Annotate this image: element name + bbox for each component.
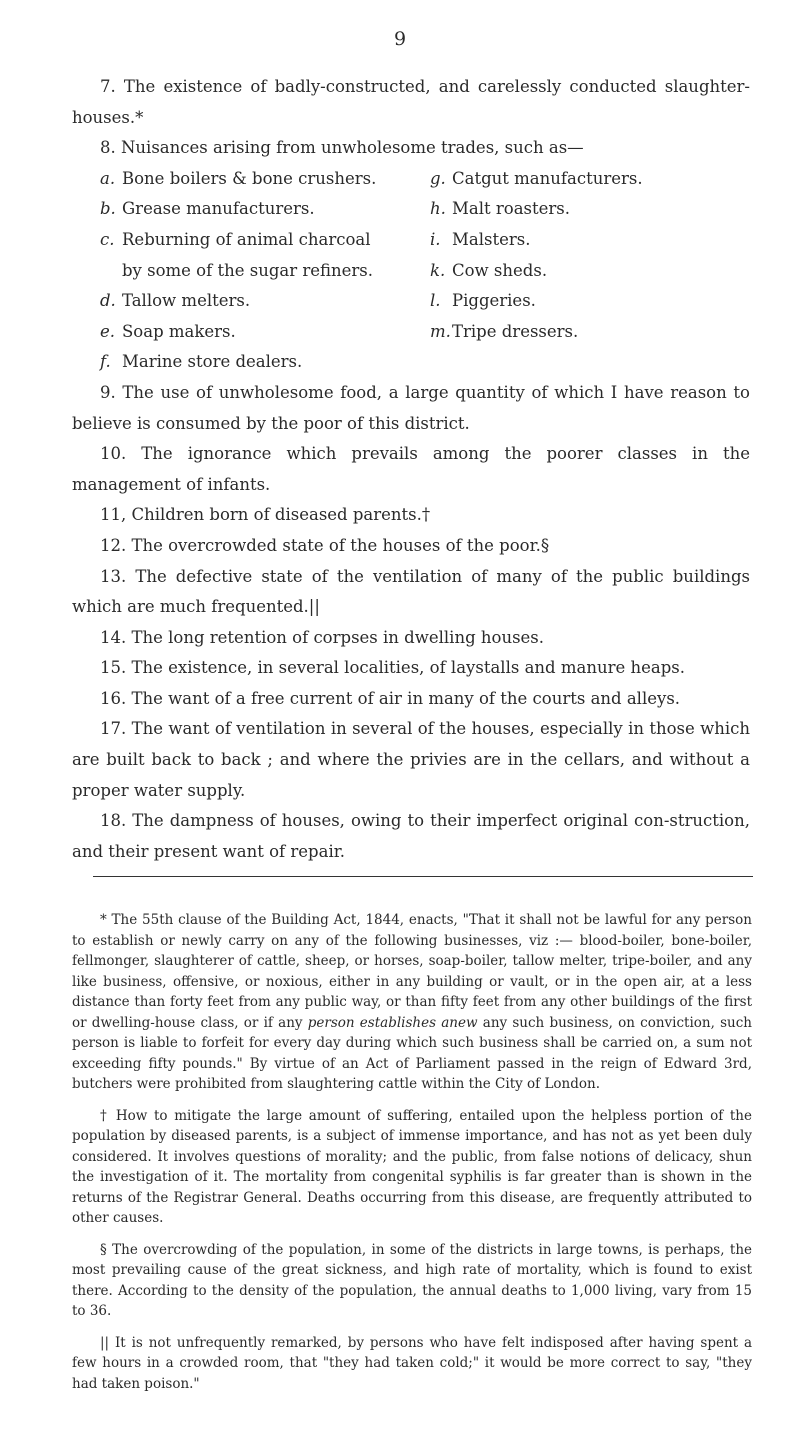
trade-item: h. Malt roasters. bbox=[430, 199, 571, 219]
item-12: 12. The overcrowded state of the houses of the poor.§ bbox=[100, 535, 550, 555]
item-17: 17. The want of ventilation in several of the houses, especially in those which are built back to back ; and where the privies are in the cellars, and without a proper water supply. bbox=[72, 719, 750, 800]
footnote-dagger: † How to mitigate the large amount of suffering, entailed upon the helpless portion of the population by diseased parents, is a subject of immense importance, and has not as yet been duly considered. It involves questions of morality; and the public, from false notions of delicacy, shun the investigation of it. The mortality from congenital syphilis is far greater than is shown in the returns of the Registrar General. Deaths occurring from this disease, are frequently attributed to other causes. bbox=[72, 1107, 752, 1226]
trade-item: k. Cow sheds. bbox=[430, 260, 548, 280]
footnote-section: § The overcrowding of the population, in some of the districts in large towns, is perhaps, the most prevailing cause of the great sickness, and high rate of mortality, which is found to exist there. According to the density of the population, the annual deaths to 1,000 living, vary from 15 to 36. bbox=[72, 1241, 752, 1319]
item-13: 13. The defective state of the ventilation of many of the public buildings which are much frequented.|| bbox=[72, 566, 750, 617]
item-14: 14. The long retention of corpses in dwelling houses. bbox=[100, 627, 545, 647]
trade-item: c. Reburning of animal charcoal bbox=[100, 229, 371, 249]
footnote-parallel: || It is not unfrequently remarked, by persons who have felt indisposed after having spent a few hours in a crowded room, that "they had taken cold;" it would be more correct to say, "they had taken poison." bbox=[72, 1334, 752, 1392]
trade-item: f. Marine store dealers. bbox=[100, 352, 303, 372]
trade-item: g. Catgut manufacturers. bbox=[430, 168, 643, 188]
footnote-divider bbox=[93, 876, 753, 877]
trade-item: by some of the sugar refiners. bbox=[122, 260, 374, 280]
item-7: 7. The existence of badly-constructed, and carelessly conducted slaughter-houses.* bbox=[72, 77, 750, 127]
trade-item-empty bbox=[430, 347, 778, 378]
trade-item: d. Tallow melters. bbox=[100, 291, 251, 311]
item-16: 16. The want of a free current of air in many of the courts and alleys. bbox=[100, 688, 681, 708]
trade-item: e. Soap makers. bbox=[100, 321, 236, 341]
item-18: 18. The dampness of houses, owing to their imperfect original con-struction, and their present want of repair. bbox=[72, 811, 750, 861]
item-11: 11, Children born of diseased parents.† bbox=[100, 505, 431, 525]
trade-item: i. Malsters. bbox=[430, 229, 531, 249]
trade-item: m.Tripe dressers. bbox=[430, 321, 579, 341]
item-9: 9. The use of unwholesome food, a large quantity of which I have reason to believe is consumed by the poor of this district. bbox=[72, 382, 750, 433]
page-number: 9 bbox=[393, 28, 407, 50]
item-8: 8. Nuisances arising from unwholesome trades, such as— bbox=[100, 138, 584, 158]
item-10: 10. The ignorance which prevails among the poorer classes in the management of infants. bbox=[72, 444, 750, 494]
footnote-star: * The 55th clause of the Building Act, 1844, enacts, "That it shall not be lawful for any person to establish or newly carry on any of the following businesses, viz :— blood-boiler, bone-boiler, fellmonger, slaughterer of cattle, sheep, or horses, soap-boiler, tallow melter, tripe-boiler, and any like business, offensive, or noxious, either in any building or vault, or in the open air, at a less distance than forty feet from any public way, or than fifty feet from any other buildings of the first or dwelling-house class, or if any person establishes anew any such business, on conviction, such person is liable to forfeit for every day during which such business shall be carried on, a sum not exceeding fifty pounds." By virtue of an Act of Parliament passed in the reign of Edward 3rd, butchers were prohibited from slaughtering cattle within the City of London. bbox=[72, 912, 752, 1092]
trades-list bbox=[72, 164, 750, 378]
trade-item: a. Bone boilers & bone crushers. bbox=[100, 168, 377, 188]
trade-item: b. Grease manufacturers. bbox=[100, 199, 315, 219]
trade-item: l. Piggeries. bbox=[430, 291, 536, 311]
main-text bbox=[72, 72, 750, 867]
item-15: 15. The existence, in several localities, of laystalls and manure heaps. bbox=[100, 658, 685, 678]
footnotes bbox=[72, 910, 752, 1405]
